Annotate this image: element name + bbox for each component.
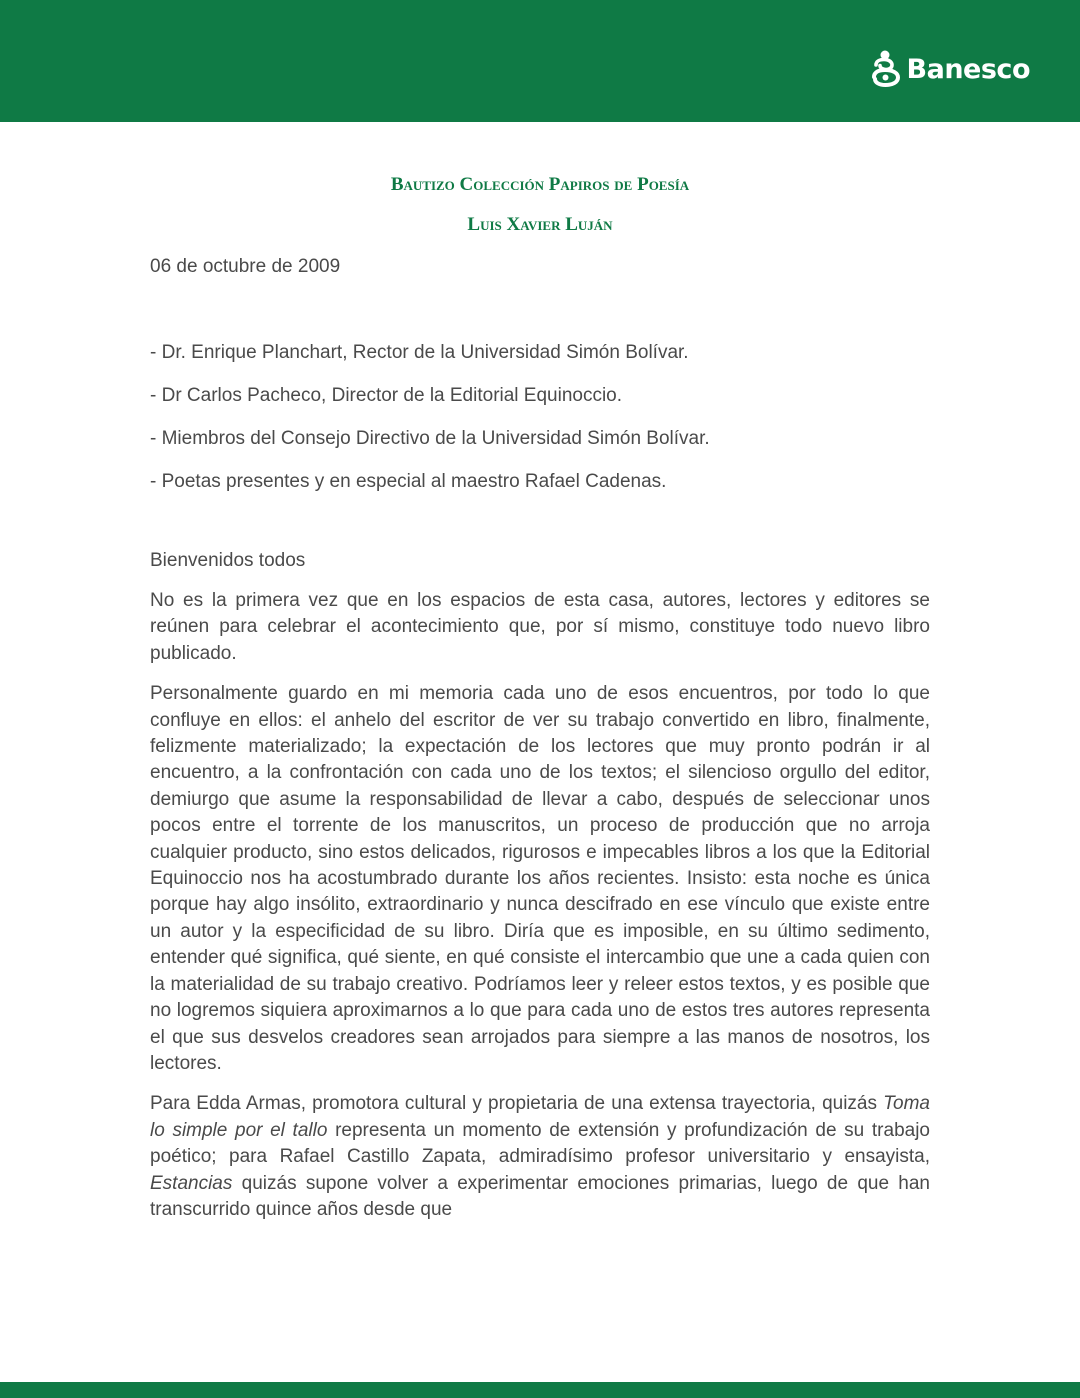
recipient-item: - Dr. Enrique Planchart, Rector de la Universidad Simón Bolívar. [150,342,689,363]
brand-name: Banesco [906,53,1030,85]
recipient-item: - Poetas presentes y en especial al maestro Rafael Cadenas. [150,471,667,492]
paragraph-3-text-c: quizás supone volver a experimentar emociones primarias, luego de que han transcurrido quince años desde que [150,1172,930,1220]
footer-bar [0,1382,1080,1398]
greeting: Bienvenidos todos [150,550,306,571]
document-title: Bautizo Colección Papiros de Poesía [390,174,690,195]
recipient-item: - Miembros del Consejo Directivo de la Universidad Simón Bolívar. [150,428,710,449]
letter-body [150,172,930,1223]
book-title-estancias: Estancias [150,1172,233,1194]
banesco-logo-icon [871,49,905,89]
paragraph-1: No es la primera vez que en los espacios de esta casa, autores, lectores y editores se reúnen para celebrar el acontecimiento que, por sí mismo, constituye todo nuevo libro publicado. [150,590,930,664]
recipient-list [150,340,930,495]
paragraph-3 [150,1091,930,1223]
paragraph-3-text-b: representa un momento de extensión y profundización de su trabajo poético; para Rafael Castillo Zapata, admiradísimo profesor universitario y ensayista, [150,1119,930,1168]
header-bar [0,0,1080,122]
banesco-logo[interactable] [871,48,1030,90]
book-title-toma-lo-simple: Toma lo simple por el tallo [150,1093,930,1141]
paragraph-3-text-a: Para Edda Armas, promotora cultural y propietaria de una extensa trayectoria, quizás [150,1093,884,1115]
author-name: Luis Xavier Luján [467,214,613,235]
document-date: 06 de octubre de 2009 [150,256,341,277]
paragraph-2: Personalmente guardo en mi memoria cada uno de esos encuentros, por todo lo que confluye en ellos: el anhelo del escritor de ver su trabajo convertido en libro, finalmente, felizmente materializado; la expectación de los lectores que muy pronto podrán ir al encuentro, a la confrontación con cada uno de los textos; el silencioso orgullo del editor, demiurgo que asume la responsabilidad de llevar a cabo, después de seleccionar unos pocos entre el torrente de los manuscritos, un proceso de producción que no arroja cualquier producto, sino estos delicados, rigurosos e impecables libros a los que la Editorial Equinoccio nos ha acostumbrado durante los años recientes. Insisto: esta noche es única porque hay algo insólito, extraordinario y nunca descifrado en ese vínculo que existe entre un autor y la especificidad de su libro. Diría que es imposible, en su último sedimento, entender qué significa, qué siente, en qué consiste el intercambio que une a cada quien con la materialidad de su trabajo creativo. Podríamos leer y releer estos textos, y es posible que no logremos siquiera aproximarnos a lo que para cada uno de estos tres autores representa el que sus desvelos creadores sean arrojados para siempre a las manos de nosotros, los lectores. [150,683,930,1074]
recipient-item: - Dr Carlos Pacheco, Director de la Editorial Equinoccio. [150,385,623,406]
